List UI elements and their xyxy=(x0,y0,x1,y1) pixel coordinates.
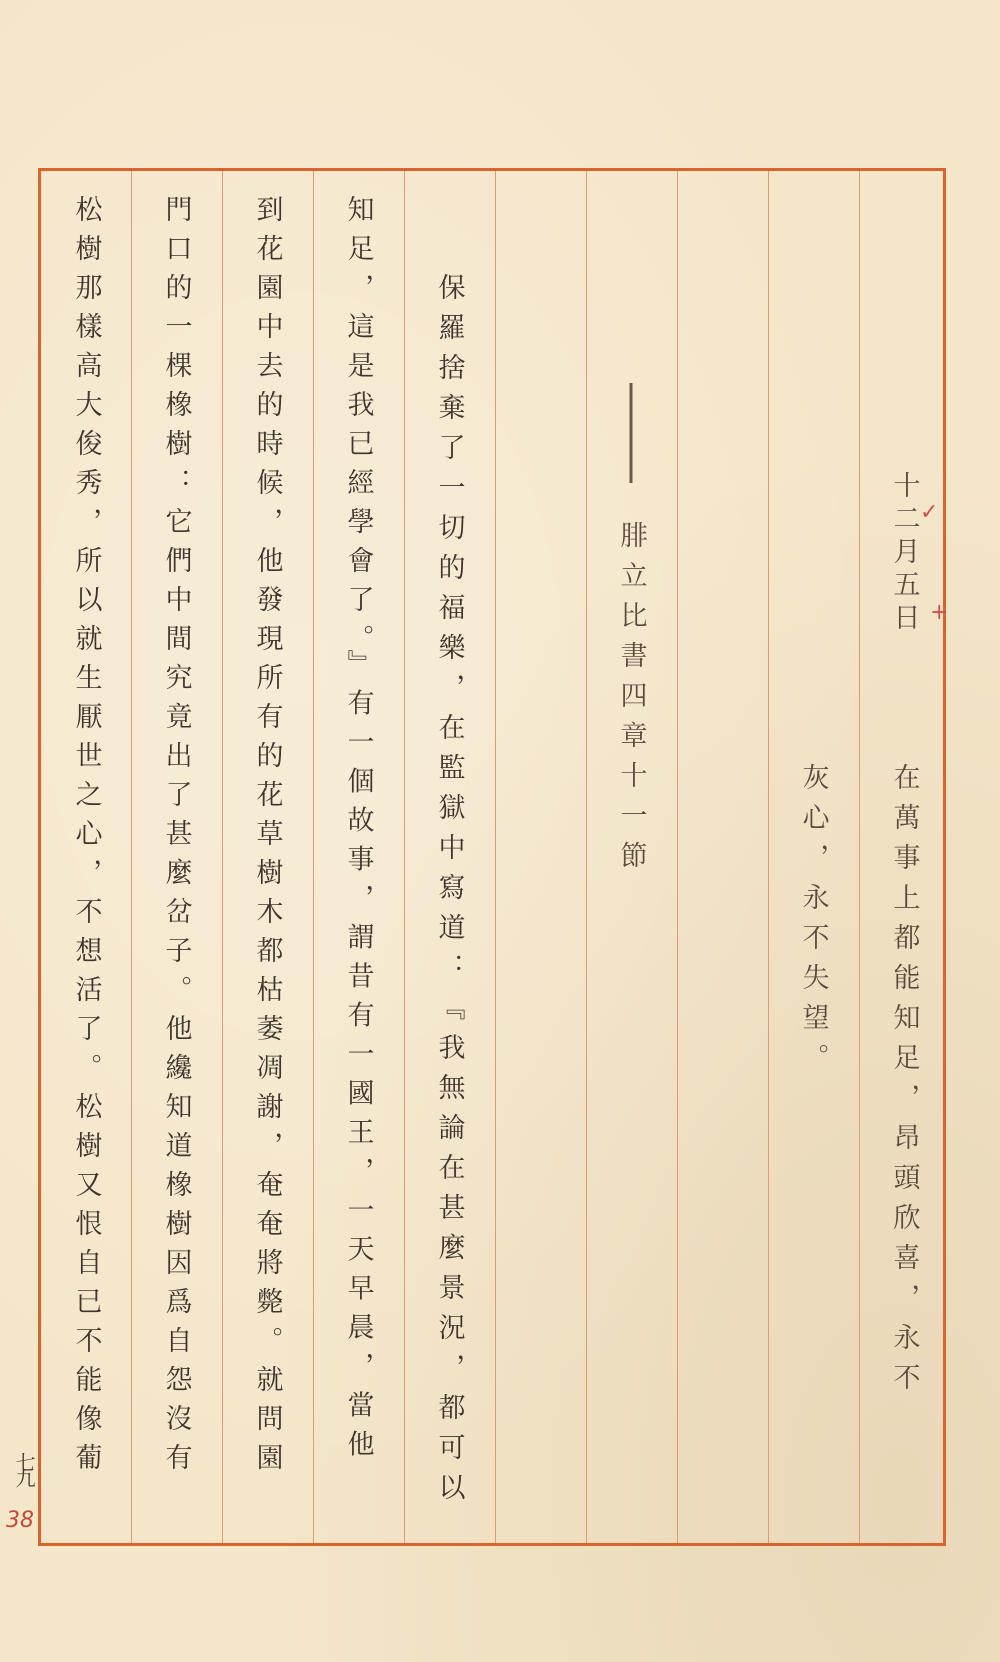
column-body-4 xyxy=(131,171,221,1543)
verse-summary-line-1: 在萬事上都能知足，昂頭欣喜，永不 xyxy=(888,763,920,1403)
page-number: 七九 xyxy=(12,1452,36,1484)
body-line-1: 保羅捨棄了一切的福樂，在監獄中寫道：『我無論在甚麼景況，都可以 xyxy=(433,273,465,1513)
date-text: 十二月五日 xyxy=(888,471,920,636)
column-body-1 xyxy=(404,171,494,1543)
ruled-frame xyxy=(38,168,949,1546)
body-line-3: 到花園中去的時候，他發現所有的花草樹木都枯萎凋謝，奄奄將斃。就問園 xyxy=(251,195,283,1482)
body-line-2: 知足，這是我已經學會了。』有一個故事，謂昔有一國王，一天早晨，當他 xyxy=(342,195,374,1469)
scripture-reference: 腓立比書四章十一節 xyxy=(615,521,647,881)
column-body-3 xyxy=(222,171,312,1543)
column-scripture-ref xyxy=(586,171,676,1543)
body-line-4: 門口的一棵橡樹：它們中間究竟出了甚麼岔子。他纔知道橡樹因爲自怨沒有 xyxy=(160,195,192,1482)
em-dash-rule xyxy=(630,383,633,483)
column-empty xyxy=(677,171,767,1543)
column-body-5 xyxy=(41,171,131,1543)
verse-summary-line-2: 灰心，永不失望。 xyxy=(797,763,829,1083)
column-body-2 xyxy=(313,171,403,1543)
check-mark-icon: ✓ xyxy=(920,500,939,525)
column-date xyxy=(859,171,949,1543)
pencil-page-note: 38 xyxy=(6,1508,34,1533)
column-empty xyxy=(495,171,585,1543)
column-verse-summary-2 xyxy=(768,171,858,1543)
body-line-5: 松樹那樣高大俊秀，所以就生厭世之心，不想活了。松樹又恨自已不能像葡 xyxy=(70,195,102,1482)
plus-mark-icon: + xyxy=(930,600,949,625)
